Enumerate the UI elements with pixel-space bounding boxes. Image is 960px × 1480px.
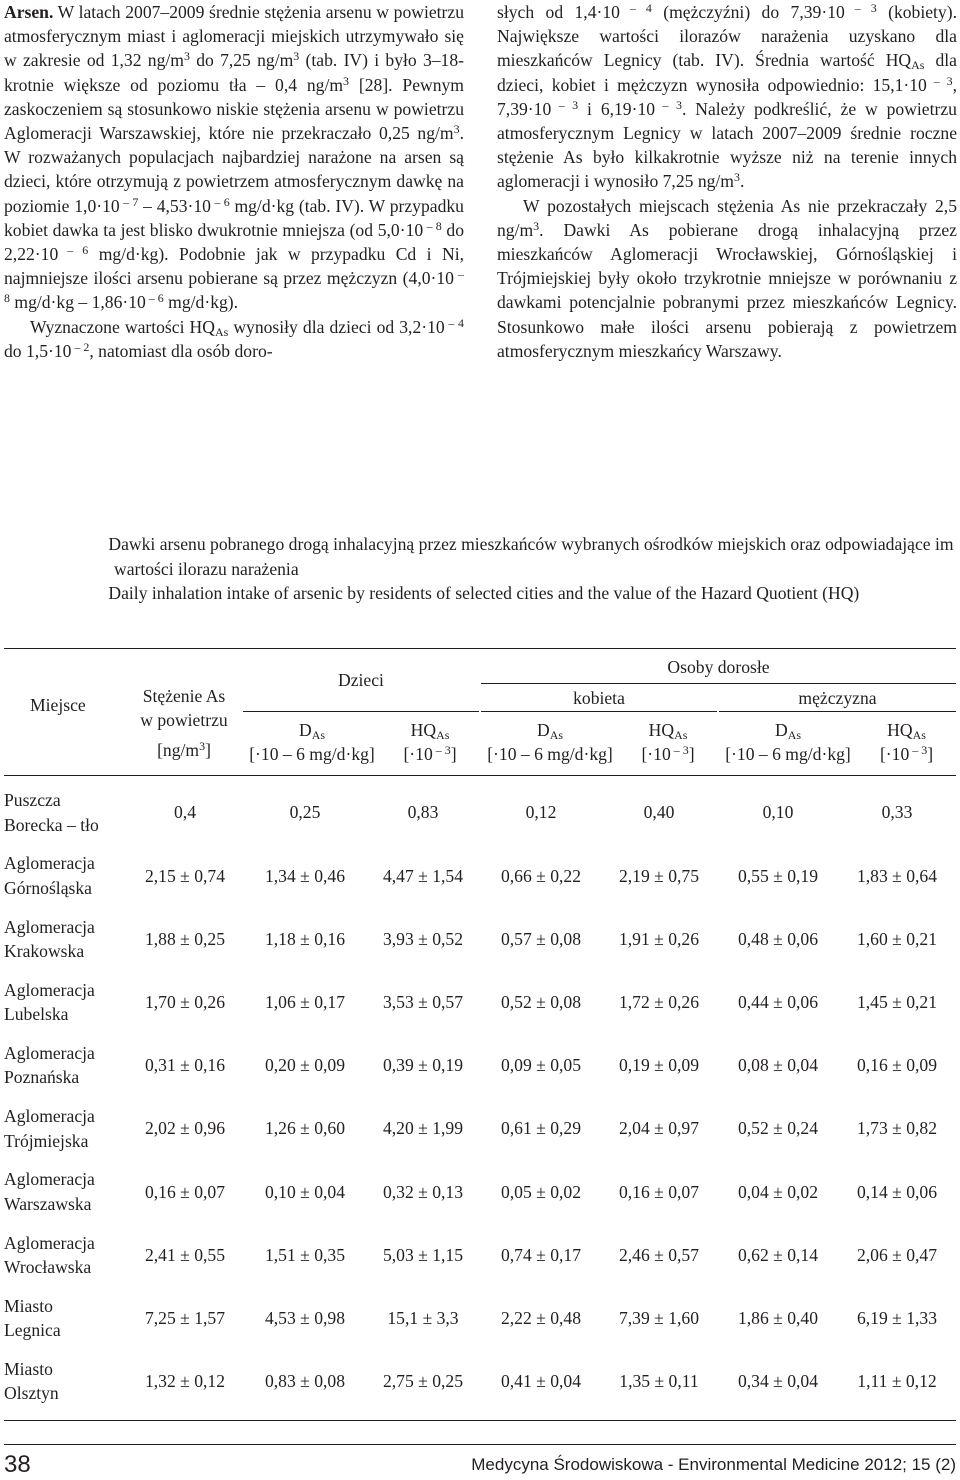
cell-children-d: 0,83 ± 0,08 xyxy=(264,1371,346,1392)
header-place: Miejsce xyxy=(30,695,86,715)
cell-men-hq: 0,33 xyxy=(881,802,913,823)
cell-concentration: 0,31 ± 0,16 xyxy=(144,1055,226,1076)
cell-women-hq: 2,04 ± 0,97 xyxy=(618,1118,700,1139)
footer-rule xyxy=(4,1444,956,1445)
cell-men-d: 0,10 xyxy=(762,802,794,823)
arsenic-dose-table xyxy=(4,781,956,1413)
journal-citation: Medycyna Środowiskowa - Environmental Medicine 2012; 15 (2) xyxy=(471,1455,956,1474)
cell-children-d: 1,34 ± 0,46 xyxy=(264,865,346,886)
table-row xyxy=(4,781,956,844)
cell-children-hq: 15,1 ± 3,3 xyxy=(387,1307,459,1328)
cell-children-hq: 4,47 ± 1,54 xyxy=(382,865,464,886)
header-children-d: $D_{As}$ [·10 – 6 mg/d·kg] xyxy=(249,720,375,764)
cell-men-d: 0,04 ± 0,02 xyxy=(737,1181,819,1202)
table-caption xyxy=(4,532,956,606)
cell-women-hq: 7,39 ± 1,60 xyxy=(618,1307,700,1328)
cell-children-d: 0,20 ± 0,09 xyxy=(264,1055,346,1076)
cell-children-hq: 0,32 ± 0,13 xyxy=(382,1181,464,1202)
table-row xyxy=(4,907,956,970)
header-men-d: $D_{As}$ [·10 – 6 mg/d·kg] xyxy=(725,720,851,764)
header-children-hq: $HQ_{As}$ [·10 $^{- 3}$] xyxy=(403,720,457,764)
cell-concentration: 0,4 xyxy=(174,802,196,823)
adults-underline xyxy=(481,683,956,684)
cell-women-d: 0,41 ± 0,04 xyxy=(500,1371,582,1392)
cell-men-hq: 0,16 ± 0,09 xyxy=(856,1055,938,1076)
cell-women-hq: 0,16 ± 0,07 xyxy=(618,1181,700,1202)
table-row xyxy=(4,1287,956,1350)
cell-concentration: 1,70 ± 0,26 xyxy=(144,991,226,1012)
caption-label-pl xyxy=(4,532,104,557)
cell-place: Aglomeracja Wrocławska xyxy=(4,1232,95,1277)
children-underline xyxy=(243,711,479,712)
cell-women-d: 0,12 xyxy=(525,802,557,823)
cell-children-d: 0,25 xyxy=(289,802,321,823)
table-row xyxy=(4,1160,956,1223)
paragraph-other-places: W pozostałych miejscach stężenia As nie przekraczały 2,5 $ng/m^3$. Dawki As pobierane drogą inhalacyjną przez mieszkańców Aglomeracji Wrocławskiej, Górnośląskiej i Trójmiejskiej były około trzykrotnie mniejsze w porównaniu z dawkami potencjalnie pobranymi przez mieszkańców Legnicy. Stosunkowo małe ilości arsenu pobierają z powietrzem atmosferycznym mieszkańcy Warszawy. xyxy=(497,195,957,361)
cell-men-d: 0,55 ± 0,19 xyxy=(737,865,819,886)
right-text-column xyxy=(497,0,957,363)
cell-men-hq: 1,45 ± 0,21 xyxy=(856,991,938,1012)
header-men: mężczyzna xyxy=(798,688,877,708)
men-underline xyxy=(719,711,956,712)
cell-children-d: 1,26 ± 0,60 xyxy=(264,1118,346,1139)
table-row xyxy=(4,1097,956,1160)
cell-place: Aglomeracja Trójmiejska xyxy=(4,1106,95,1151)
cell-place: Aglomeracja Warszawska xyxy=(4,1169,95,1214)
cell-children-d: 1,06 ± 0,17 xyxy=(264,991,346,1012)
cell-concentration: 0,16 ± 0,07 xyxy=(144,1181,226,1202)
paragraph-continued: słych od 1,4·10 $^{- 4}$ (mężczyźni) do 7,39·10 $^{- 3}$ (kobiety). Największe wartości ilorazów narażenia uzyskano dla mieszkańców Legnicy (tab. IV). Średnia wartość $HQ_{As}$ dla dzieci, kobiet i mężczyzn wynosiła odpowiednio: 15,1·10 $^{- 3}$, 7,39·10 $^{- 3}$ i 6,19·10 $^{- 3}$. Należy podkreślić, że w powietrzu atmosferycznym Legnicy w latach 2007–2009 średnie roczne stężenie As było kilkakrotnie wyższe niż na terenie innych aglomeracji i wynosiło 7,25 $ng/m^3$. xyxy=(497,1,957,192)
cell-place: Puszcza Borecka – tło xyxy=(4,790,99,835)
cell-women-d: 0,74 ± 0,17 xyxy=(500,1244,582,1265)
caption-label-en xyxy=(4,581,104,606)
cell-men-d: 0,62 ± 0,14 xyxy=(737,1244,819,1265)
cell-place: Aglomeracja Lubelska xyxy=(4,979,95,1025)
table-row xyxy=(4,1223,956,1286)
cell-place: Aglomeracja Górnośląska xyxy=(4,853,95,898)
cell-men-hq: 0,14 ± 0,06 xyxy=(856,1181,938,1202)
table-row xyxy=(4,971,956,1034)
cell-children-d: 4,53 ± 0,98 xyxy=(264,1307,346,1328)
cell-men-d: 1,86 ± 0,40 xyxy=(737,1307,819,1328)
cell-men-d: 0,08 ± 0,04 xyxy=(737,1055,819,1076)
women-underline xyxy=(481,711,717,712)
cell-place: Miasto Legnica xyxy=(4,1295,61,1341)
table-row xyxy=(4,844,956,907)
cell-men-hq: 1,60 ± 0,21 xyxy=(856,928,938,949)
cell-women-d: 0,05 ± 0,02 xyxy=(500,1181,582,1202)
header-women-d: $D_{As}$ [·10 – 6 mg/d·kg] xyxy=(487,720,613,764)
table-bottom-rule xyxy=(4,1420,956,1421)
section-heading-arsen: Arsen. xyxy=(4,2,54,22)
cell-concentration: 1,88 ± 0,25 xyxy=(144,928,226,949)
cell-place: Aglomeracja Krakowska xyxy=(4,916,95,961)
cell-women-hq: 1,91 ± 0,26 xyxy=(618,928,700,949)
table-header-rule xyxy=(4,775,956,776)
cell-women-hq: 1,35 ± 0,11 xyxy=(619,1371,699,1392)
header-men-hq: $HQ_{As}$ [·10 $^{- 3}$] xyxy=(879,720,934,764)
cell-men-d: 0,44 ± 0,06 xyxy=(737,991,819,1012)
cell-children-d: 1,18 ± 0,16 xyxy=(264,928,346,949)
cell-concentration: 2,02 ± 0,96 xyxy=(144,1118,226,1139)
cell-children-d: 0,10 ± 0,04 xyxy=(264,1181,346,1202)
cell-women-hq: 2,19 ± 0,75 xyxy=(618,865,700,886)
cell-place: Miasto Olsztyn xyxy=(4,1358,59,1404)
cell-women-d: 2,22 ± 0,48 xyxy=(500,1307,582,1328)
paragraph-arsen: Arsen. W latach 2007–2009 średnie stężenia arsenu w powietrzu atmosferycznym miast i aglomeracji miejskich utrzymywało się w zakresie od 1,32 $ng/m^3$ do 7,25 $ng/m^3$ (tab. IV) i było 3–18-krotnie większe od poziomu tła – 0,4 $ng/m^3$ [28]. Pewnym zaskoczeniem są stosunkowo niskie stężenia arsenu w powietrzu Aglomeracji Warszawskiej, które nie przekraczało 0,25 $ng/m^3$. W rozważanych populacjach najbardziej narażone na arsen są dzieci, które otrzymują z powietrzem atmosferycznym dawkę na poziomie 1,0·10 $^{- 7}$ – 4,53·10 $^{- 6}$ mg/d·kg (tab. IV). W przypadku kobiet dawka ta jest blisko dwukrotnie mniejsza (od 5,0·10 $^{- 8}$ do 2,22·10 $^{- 6}$ mg/d·kg). Podobnie jak w przypadku Cd i Ni, najmniejsze ilości arsenu pobierane są przez mężczyzn (4,0·10 $^{- 8}$ mg/d·kg – 1,86·10 $^{- 6}$ mg/d·kg). xyxy=(4,2,465,313)
cell-women-hq: 1,72 ± 0,26 xyxy=(618,991,700,1012)
cell-men-hq: 6,19 ± 1,33 xyxy=(856,1307,938,1328)
cell-children-hq: 4,20 ± 1,99 xyxy=(382,1118,464,1139)
left-text-column xyxy=(4,0,464,363)
cell-women-d: 0,09 ± 0,05 xyxy=(500,1055,582,1076)
cell-men-d: 0,34 ± 0,04 xyxy=(737,1371,819,1392)
cell-women-d: 0,57 ± 0,08 xyxy=(500,928,582,949)
cell-place: Aglomeracja Poznańska xyxy=(4,1042,95,1088)
cell-children-d: 1,51 ± 0,35 xyxy=(264,1244,346,1265)
cell-men-hq: 1,73 ± 0,82 xyxy=(856,1118,938,1139)
caption-english: Daily inhalation intake of arsenic by residents of selected cities and the value of the Hazard Quotient (HQ) xyxy=(4,581,956,606)
caption-polish: Dawki arsenu pobranego drogą inhalacyjną przez mieszkańców wybranych ośrodków miejskich oraz odpowiadające im wartości ilorazu narażenia xyxy=(4,532,956,581)
cell-children-hq: 2,75 ± 0,25 xyxy=(382,1371,464,1392)
cell-women-hq: 0,19 ± 0,09 xyxy=(618,1055,700,1076)
cell-concentration: 2,15 ± 0,74 xyxy=(144,865,226,886)
cell-women-d: 0,61 ± 0,29 xyxy=(500,1118,582,1139)
cell-children-hq: 0,39 ± 0,19 xyxy=(382,1055,464,1076)
paragraph-hq-values: Wyznaczone wartości $HQ_{As}$ wynosiły dla dzieci od 3,2·10 $^{- 4}$ do 1,5·10 $^{- 2}$, natomiast dla osób doro- xyxy=(4,315,464,361)
cell-children-hq: 3,93 ± 0,52 xyxy=(382,928,464,949)
cell-men-hq: 2,06 ± 0,47 xyxy=(856,1244,938,1265)
cell-concentration: 2,41 ± 0,55 xyxy=(144,1244,226,1265)
header-women-hq: $HQ_{As}$ [·10 $^{- 3}$] xyxy=(641,720,695,764)
cell-children-hq: 5,03 ± 1,15 xyxy=(382,1244,464,1265)
cell-women-d: 0,52 ± 0,08 xyxy=(500,991,582,1012)
cell-children-hq: 3,53 ± 0,57 xyxy=(382,991,464,1012)
table-row xyxy=(4,1034,956,1097)
header-women: kobieta xyxy=(573,688,625,708)
header-children: Dzieci xyxy=(338,670,384,690)
cell-children-hq: 0,83 xyxy=(407,802,439,823)
header-concentration: Stężenie As w powietrzu $[ng/m^3]$ xyxy=(140,686,228,760)
cell-men-hq: 1,83 ± 0,64 xyxy=(856,865,938,886)
cell-women-d: 0,66 ± 0,22 xyxy=(500,865,582,886)
cell-concentration: 7,25 ± 1,57 xyxy=(144,1307,226,1328)
cell-concentration: 1,32 ± 0,12 xyxy=(144,1371,226,1392)
cell-men-hq: 1,11 ± 0,12 xyxy=(857,1371,937,1392)
page-number: 38 xyxy=(4,1451,31,1478)
cell-men-d: 0,48 ± 0,06 xyxy=(737,928,819,949)
cell-women-hq: 2,46 ± 0,57 xyxy=(618,1244,700,1265)
header-adults: Osoby dorosłe xyxy=(667,657,770,677)
table-top-rule xyxy=(4,648,956,649)
table-row xyxy=(4,1350,956,1413)
cell-women-hq: 0,40 xyxy=(643,802,675,823)
cell-men-d: 0,52 ± 0,24 xyxy=(737,1118,819,1139)
